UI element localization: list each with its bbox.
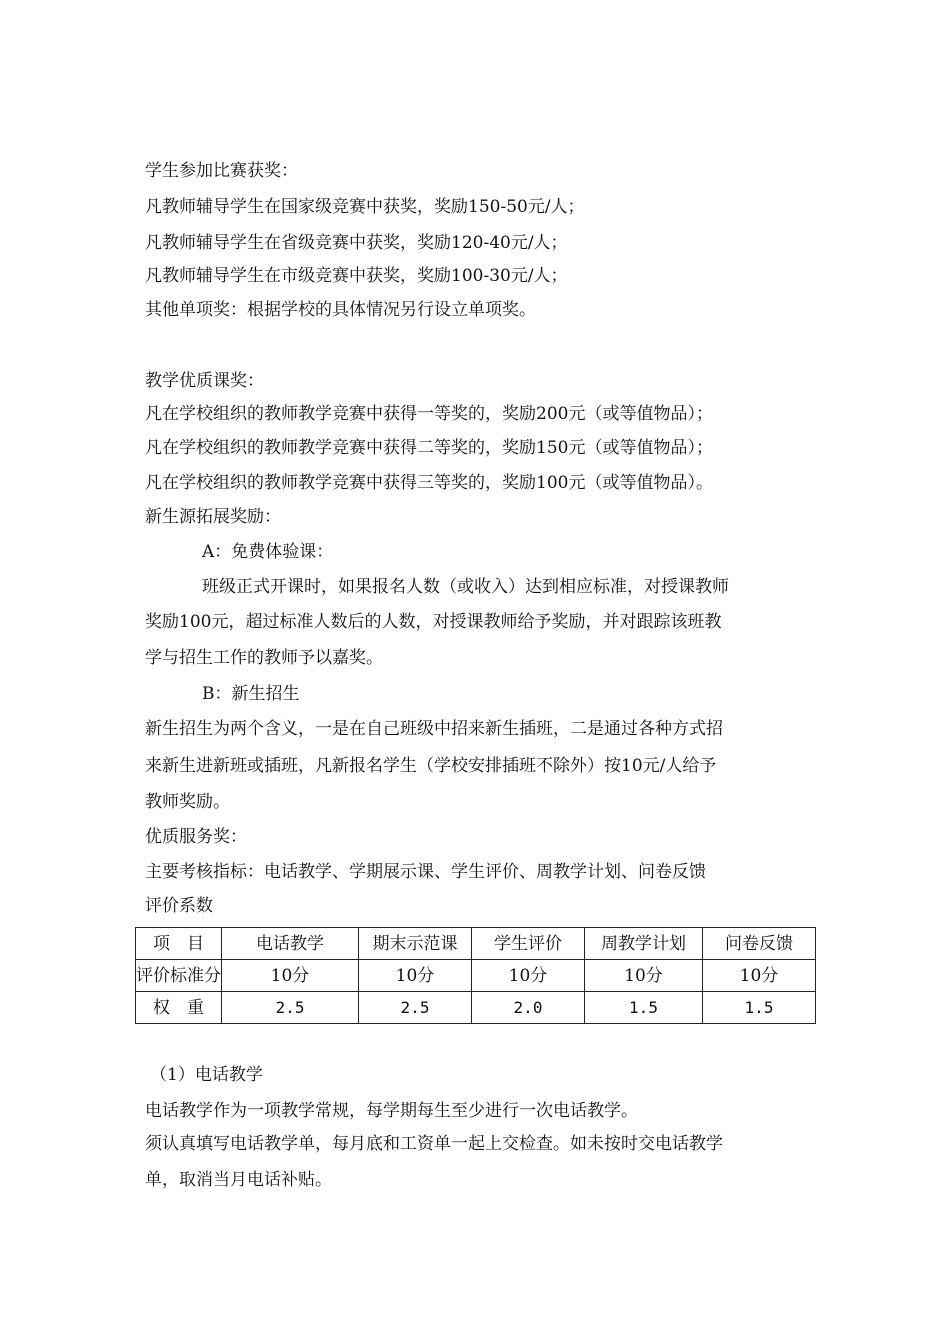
quality-course-first-prize: 凡在学校组织的教师教学竞赛中获得一等奖的，奖励200元（或等值物品）；: [145, 404, 713, 424]
table-cell: 10分: [703, 960, 816, 992]
table-header-cell: 周教学计划: [585, 928, 703, 960]
table-cell: 10分: [222, 960, 359, 992]
table-header-cell: 学生评价: [472, 928, 585, 960]
evaluation-coefficient-label: 评价系数: [145, 896, 213, 916]
table-row: [136, 928, 816, 960]
enrollment-line-2: 来新生进新班或插班，凡新报名学生（学校安排插班不除外）按10元/人给予: [145, 756, 717, 776]
enrollment-title: B：新生招生: [202, 684, 300, 704]
quality-course-second-prize: 凡在学校组织的教师教学竞赛中获得二等奖的，奖励150元（或等值物品）；: [145, 438, 713, 458]
table-cell: 1.5: [585, 992, 703, 1024]
table-header-cell: 期末示范课: [359, 928, 472, 960]
table-header-cell: 电话教学: [222, 928, 359, 960]
evaluation-table: [135, 927, 816, 1024]
table-cell: 10分: [585, 960, 703, 992]
table-cell: 1.5: [703, 992, 816, 1024]
phone-teaching-line-1: 电话教学作为一项教学常规，每学期每生至少进行一次电话教学。: [145, 1101, 638, 1121]
enrollment-line-3: 教师奖励。: [145, 792, 230, 812]
table-cell: 10分: [359, 960, 472, 992]
competition-heading: 学生参加比赛获奖：: [145, 161, 298, 181]
enrollment-line-1: 新生招生为两个含义，一是在自己班级中招来新生插班，二是通过各种方式招: [145, 719, 723, 739]
competition-line-national: 凡教师辅导学生在国家级竞赛中获奖，奖励150-50元/人；: [145, 197, 585, 217]
phone-teaching-line-2: 须认真填写电话教学单，每月底和工资单一起上交检查。如未按时交电话教学: [145, 1134, 723, 1154]
table-header-cell: 问卷反馈: [703, 928, 816, 960]
table-cell: 权 重: [136, 992, 222, 1024]
table-cell: 10分: [472, 960, 585, 992]
table-header-cell: 项 目: [136, 928, 222, 960]
table-row: [136, 992, 816, 1024]
table-row: [136, 960, 816, 992]
competition-line-provincial: 凡教师辅导学生在省级竞赛中获奖，奖励120-40元/人；: [145, 233, 568, 253]
free-trial-line-1: 班级正式开课时，如果报名人数（或收入）达到相应标准，对授课教师: [202, 577, 729, 597]
free-trial-line-3: 学与招生工作的教师予以嘉奖。: [145, 648, 383, 668]
competition-line-city: 凡教师辅导学生在市级竞赛中获奖，奖励100-30元/人；: [145, 266, 568, 286]
table-cell: 2.5: [222, 992, 359, 1024]
table-cell: 2.0: [472, 992, 585, 1024]
quality-course-third-prize: 凡在学校组织的教师教学竞赛中获得三等奖的，奖励100元（或等值物品）。: [145, 473, 713, 493]
table-cell: 2.5: [359, 992, 472, 1024]
table-cell: 评价标准分: [136, 960, 222, 992]
phone-teaching-heading: （1）电话教学: [150, 1065, 263, 1085]
competition-line-other: 其他单项奖：根据学校的具体情况另行设立单项奖。: [145, 300, 536, 320]
service-heading: 优质服务奖：: [145, 827, 247, 847]
new-students-heading: 新生源拓展奖励：: [145, 507, 281, 527]
quality-course-heading: 教学优质课奖：: [145, 371, 264, 391]
phone-teaching-line-3: 单，取消当月电话补贴。: [145, 1170, 332, 1190]
service-indicators: 主要考核指标：电话教学、学期展示课、学生评价、周教学计划、问卷反馈: [145, 862, 706, 882]
free-trial-line-2: 奖励100元，超过标准人数后的人数，对授课教师给予奖励，并对跟踪该班教: [145, 612, 722, 632]
free-trial-title: A：免费体验课：: [202, 542, 334, 562]
